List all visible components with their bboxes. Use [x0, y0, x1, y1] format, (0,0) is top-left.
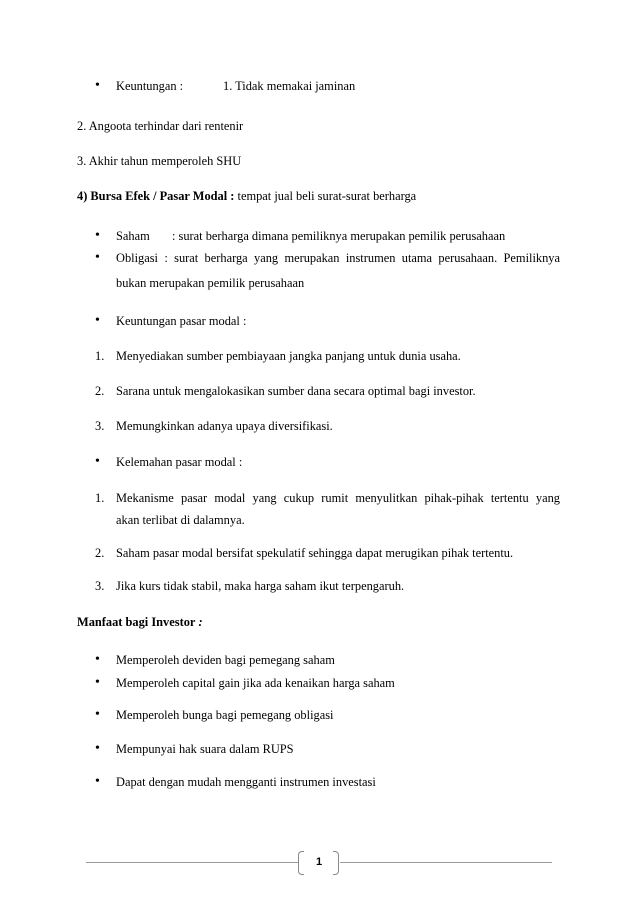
keuntungan-item-2: 2. Angoota terhindar dari rentenir: [77, 119, 244, 133]
obligasi-line-2: bukan merupakan pemilik perusahaan: [116, 276, 305, 290]
bullet-icon: •: [95, 250, 100, 265]
kelemahan-item-1-line-2: akan terlibat di dalamnya.: [116, 513, 245, 527]
bursa-heading-bold: 4) Bursa Efek / Pasar Modal :: [77, 189, 235, 203]
list-number: 3.: [95, 419, 105, 433]
keuntungan-pasar-heading: Keuntungan pasar modal :: [116, 314, 247, 328]
keuntungan-pasar-item: Memungkinkan adanya upaya diversifikasi.: [116, 419, 333, 433]
bursa-heading-text: tempat jual beli surat-surat berharga: [234, 189, 417, 203]
bullet-icon: •: [95, 675, 100, 690]
list-number: 2.: [95, 546, 105, 560]
kelemahan-item-2: Saham pasar modal bersifat spekulatif sehingga dapat merugikan pihak tertentu.: [116, 546, 514, 560]
saham-label: Saham: [116, 229, 150, 243]
bullet-icon: •: [95, 228, 100, 243]
keuntungan-item-1: 1. Tidak memakai jaminan: [223, 79, 356, 93]
bullet-icon: •: [95, 454, 100, 469]
kelemahan-item-3: Jika kurs tidak stabil, maka harga saham ikut terpengaruh.: [116, 579, 405, 593]
list-number: 1.: [95, 491, 105, 505]
manfaat-heading: [77, 614, 203, 630]
bullet-icon: •: [95, 78, 100, 93]
bullet-icon: •: [95, 313, 100, 328]
keuntungan-pasar-item: Menyediakan sumber pembiayaan jangka panjang untuk dunia usaha.: [116, 349, 461, 363]
keuntungan-label: Keuntungan :: [116, 79, 184, 93]
bullet-icon: •: [95, 652, 100, 667]
obligasi-line-1: Obligasi : surat berharga yang merupakan instrumen utama perusahaan. Pemiliknya: [116, 251, 560, 265]
bullet-icon: •: [95, 774, 100, 789]
bullet-icon: •: [95, 741, 100, 756]
manfaat-item: Dapat dengan mudah mengganti instrumen investasi: [116, 775, 376, 789]
list-number: 1.: [95, 349, 105, 363]
page-number: 1: [315, 856, 323, 868]
manfaat-item: Memperoleh deviden bagi pemegang saham: [116, 653, 335, 667]
list-number: 2.: [95, 384, 105, 398]
bursa-heading: [77, 188, 416, 204]
manfaat-item: Memperoleh capital gain jika ada kenaikan harga saham: [116, 676, 395, 690]
keuntungan-item-3: 3. Akhir tahun memperoleh SHU: [77, 154, 242, 168]
kelemahan-item-1-line-1: Mekanisme pasar modal yang cukup rumit menyulitkan pihak-pihak tertentu yang: [116, 491, 560, 505]
keuntungan-pasar-item: Sarana untuk mengalokasikan sumber dana secara optimal bagi investor.: [116, 384, 476, 398]
manfaat-heading-bold: Manfaat bagi Investor: [77, 615, 196, 629]
list-number: 3.: [95, 579, 105, 593]
manfaat-item: Mempunyai hak suara dalam RUPS: [116, 742, 294, 756]
footer-rule-left: [86, 862, 298, 863]
saham-text: : surat berharga dimana pemiliknya merupakan pemilik perusahaan: [172, 229, 506, 243]
kelemahan-heading: Kelemahan pasar modal :: [116, 455, 243, 469]
footer-rule-right: [340, 862, 552, 863]
bullet-icon: •: [95, 707, 100, 722]
manfaat-item: Memperoleh bunga bagi pemegang obligasi: [116, 708, 334, 722]
manfaat-heading-colon: :: [195, 615, 203, 629]
